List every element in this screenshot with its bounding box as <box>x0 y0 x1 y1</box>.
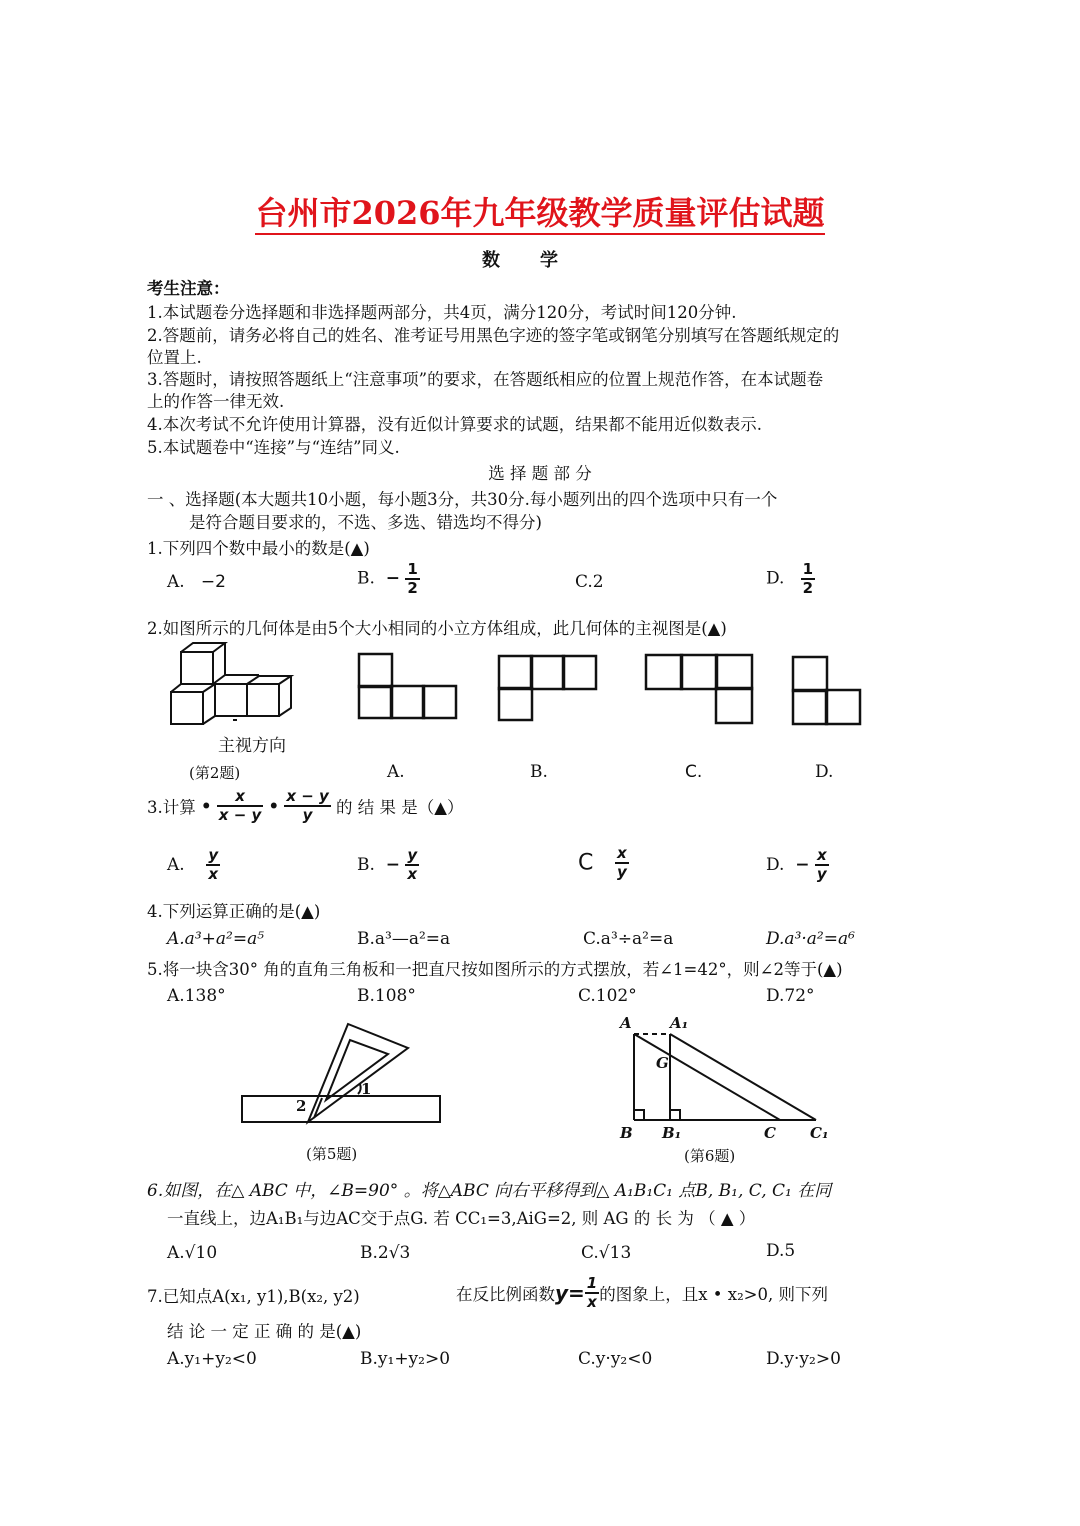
q2-label-d: D. <box>815 762 834 782</box>
q4-option-d: D.a³·a²=a⁶ <box>766 929 855 949</box>
q5-angle-2: 2 <box>296 1097 307 1115</box>
q3-option-b: B. − $\frac{y}{x}$ <box>357 846 418 883</box>
q7-option-a: A.y₁+y₂<0 <box>167 1349 257 1369</box>
q2-option-d-figure <box>791 655 865 727</box>
q3-option-d: D. − $\frac{x}{y}$ <box>766 846 827 883</box>
q6-point-b1: B₁ <box>662 1124 682 1142</box>
q1-stem: 1.下列四个数中最小的数是(▲) <box>147 539 370 558</box>
section-intro: 是符合题目要求的，不选、多选、错选均不得分) <box>189 513 542 532</box>
notice-item: 3.答题时，请按照答题纸上“注意事项”的要求，在答题纸相应的位置上规范作答，在本试题卷 <box>147 370 824 389</box>
q6-figure <box>630 1030 830 1125</box>
q1-option-a: A. −2 <box>167 572 226 592</box>
q5-option-c: C.102° <box>578 986 637 1006</box>
q2-option-a-figure <box>357 652 459 720</box>
q6-point-g: G <box>656 1054 669 1072</box>
q5-stem: 5.将一块含30° 角的直角三角板和一把直尺按如图所示的方式摆放，若∠1=42°，则∠2等于(▲) <box>147 960 843 979</box>
q5-caption: (第5题) <box>306 1145 358 1163</box>
q5-angle-1: 1 <box>361 1080 372 1098</box>
q6-option-b: B.2√3 <box>360 1243 411 1263</box>
q2-label-a: A. <box>387 762 405 782</box>
q5-option-a: A.138° <box>167 986 226 1006</box>
q4-option-a: A.a³+a²=a⁵ <box>167 929 265 949</box>
q5-option-d: D.72° <box>766 986 815 1006</box>
section-intro: 一 、选择题(本大题共10小题，每小题3分，共30分.每小题列出的四个选项中只有一个 <box>147 490 778 509</box>
q6-point-c: C <box>764 1124 776 1142</box>
q6-point-c1: C₁ <box>810 1124 829 1142</box>
notice-item: 1.本试题卷分选择题和非选择题两部分，共4页，满分120分，考试时间120分钟. <box>147 303 737 322</box>
q2-option-b-figure <box>497 654 601 722</box>
q7-stem-line2: 结 论 一 定 正 确 的 是(▲) <box>167 1322 362 1341</box>
notice-item: 5.本试题卷中“连接”与“连结”同义. <box>147 438 400 457</box>
q4-stem: 4.下列运算正确的是(▲) <box>147 902 321 921</box>
section-title: 选 择 题 部 分 <box>488 464 592 483</box>
notice-item: 2.答题前，请务必将自己的姓名、准考证号用黑色字迹的签字笔或钢笔分别填写在答题纸规定的 <box>147 326 840 345</box>
q6-stem-line2: 一直线上，边A₁B₁与边AC交于点G. 若 CC₁=3,AiG=2, 则 AG 的 长 为 （ ▲ ） <box>167 1209 756 1228</box>
subject-label: 数学 <box>482 250 598 271</box>
q6-option-d: D.5 <box>766 1241 796 1261</box>
q2-label-b: B. <box>530 762 548 782</box>
q3-option-a: A. $\frac{y}{x}$ <box>167 846 219 883</box>
q7-option-d: D.y·y₂>0 <box>766 1349 841 1369</box>
q2-option-c-figure <box>644 653 756 725</box>
q5-figure <box>240 1018 442 1128</box>
q6-stem-line1: 6.如图，在△ ABC 中，∠B=90° 。将△ABC 向右平移得到△ A₁B₁C₁ 点B, B₁, C, C₁ 在同 <box>147 1181 832 1201</box>
q5-option-b: B.108° <box>357 986 416 1006</box>
q6-option-c: C.√13 <box>581 1243 632 1263</box>
q3-option-c: C $\frac{x}{y}$ <box>578 844 627 881</box>
q6-caption: (第6题) <box>684 1147 736 1165</box>
notice-item: 位置上. <box>147 348 202 367</box>
q2-solid-figure <box>165 640 300 735</box>
q6-point-a: A <box>620 1014 632 1032</box>
notice-heading: 考生注意： <box>147 279 230 298</box>
q1-option-b: B. − $\frac{1}{2}$ <box>357 560 418 597</box>
q4-option-b: B.a³—a²=a <box>357 929 451 949</box>
q7-option-c: C.y·y₂<0 <box>578 1349 653 1369</box>
q1-option-c: C.2 <box>575 572 604 592</box>
q1-option-d: D. $\frac{1}{2}$ <box>766 560 814 597</box>
q2-caption: (第2题) <box>189 764 241 782</box>
q7-option-b: B.y₁+y₂>0 <box>360 1349 451 1369</box>
q6-option-a: A.√10 <box>167 1243 218 1263</box>
q4-option-c: C.a³÷a²=a <box>583 929 674 949</box>
q7-stem-a: 7.已知点A(x₁, y1),B(x₂, y2) <box>147 1287 360 1306</box>
q7-stem-function: 在反比例函数y= $\frac{1}{x}$ 的图象上，且x • x₂>0, 则下列 <box>456 1274 828 1311</box>
q2-label-c: C. <box>685 762 703 782</box>
q6-point-a1: A₁ <box>670 1014 689 1032</box>
q3-stem: 3.计算 • $\frac{x}{x - y}$ • $\frac{x - y}{y}$ 的 结 果 是（▲） <box>147 787 464 824</box>
notice-item: 上的作答一律无效. <box>147 392 285 411</box>
q2-view-direction: 主视方向 <box>218 736 286 756</box>
page-title: 台州市2026年九年级教学质量评估试题 <box>0 188 1080 234</box>
notice-item: 4.本次考试不允许使用计算器，没有近似计算要求的试题，结果都不能用近似数表示. <box>147 415 762 434</box>
q2-stem: 2.如图所示的几何体是由5个大小相同的小立方体组成，此几何体的主视图是(▲) <box>147 619 727 638</box>
q6-point-b: B <box>620 1124 633 1142</box>
